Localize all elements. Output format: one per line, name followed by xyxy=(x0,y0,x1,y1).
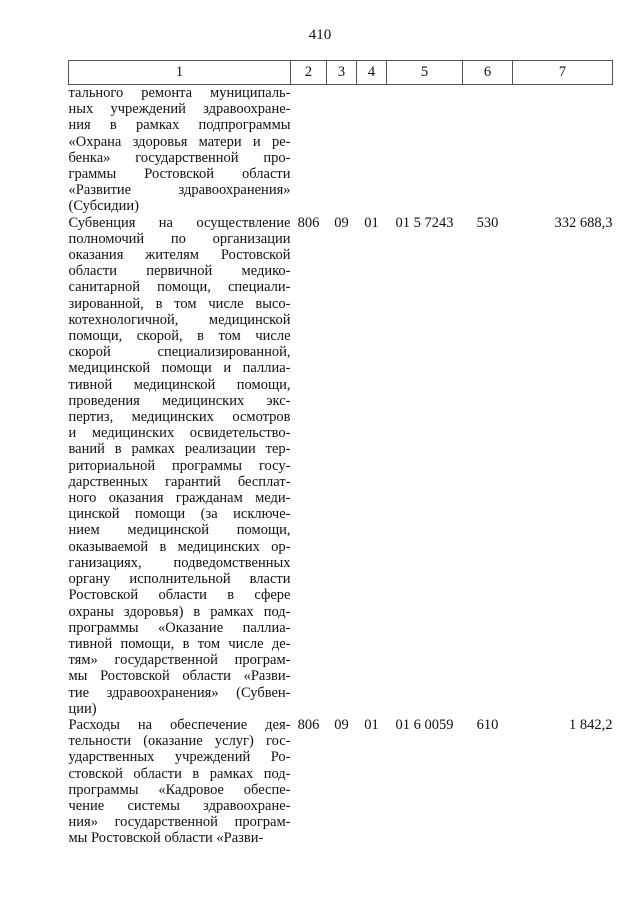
description-line: ния в рамках подпрограммы xyxy=(68,117,291,134)
expense-type-code xyxy=(463,85,513,215)
description-line: программы «Кадровое обеспе- xyxy=(68,781,291,798)
amount: 332 688,3 xyxy=(554,214,613,231)
description-line: котехнологичной, медицинской xyxy=(68,311,291,328)
description-line: цинской помощи (за исключе- xyxy=(68,506,291,523)
description-line: скорой специализированной, xyxy=(68,344,291,361)
description-line: проведения медицинских экс- xyxy=(68,392,291,409)
description-line: мы Ростовской области «Разви- xyxy=(68,668,291,685)
description-line: чение системы здравоохране- xyxy=(68,797,291,814)
amount xyxy=(513,85,613,215)
description-line: нием медицинской помощи, xyxy=(68,522,291,539)
table-row xyxy=(69,85,613,215)
table-row xyxy=(69,717,613,847)
description-line: ных учреждений здравоохране- xyxy=(68,101,291,118)
description-line: ного оказания гражданам меди- xyxy=(68,490,291,507)
description-line: оказания жителям Ростовской xyxy=(68,247,291,264)
column-header-4: 4 xyxy=(357,61,387,85)
description-line: стовской области в рамках под- xyxy=(68,765,291,782)
section-code: 09 xyxy=(334,214,349,231)
description-line: медицинской помощи и паллиа- xyxy=(68,360,291,377)
description-line: ции) xyxy=(68,700,97,717)
description-line: «Развитие здравоохранения» xyxy=(68,182,291,199)
column-header-1: 1 xyxy=(69,61,291,85)
budget-table xyxy=(68,60,613,847)
description-line: граммы Ростовской области xyxy=(68,166,291,183)
description-line: программы «Оказание паллиа- xyxy=(68,619,291,636)
target-article-code: 01 5 7243 xyxy=(395,214,454,231)
description-line: «Охрана здоровья матери и ре- xyxy=(68,133,291,150)
amount: 1 842,2 xyxy=(569,716,613,733)
description-line: пертиз, медицинских осмотров xyxy=(68,409,291,426)
description-line: помощи, скорой, в том числе xyxy=(68,328,291,345)
subsection-code: 01 xyxy=(364,716,379,733)
table-row xyxy=(69,215,613,717)
description-line: Ростовской области в сфере xyxy=(68,587,291,604)
target-article-code: 01 6 0059 xyxy=(395,716,454,733)
description-line: (Субсидии) xyxy=(68,198,139,215)
description-line: ния» государственной програм- xyxy=(68,814,291,831)
ministry-code xyxy=(291,85,327,215)
page-number: 410 xyxy=(308,27,332,43)
expense-type-code: 610 xyxy=(476,716,499,733)
description-line: ударственных учреждений Ро- xyxy=(68,749,291,766)
subsection-code xyxy=(357,85,387,215)
ministry-code: 806 xyxy=(297,214,320,231)
description-line: санитарной помощи, специали- xyxy=(68,279,291,296)
description-line: тивной помощи, в том числе де- xyxy=(68,635,291,652)
section-code: 09 xyxy=(334,716,349,733)
row-description xyxy=(69,215,291,717)
description-line: бенка» государственной про- xyxy=(68,149,291,166)
description-line: органу исполнительной власти xyxy=(68,571,291,588)
row-description xyxy=(69,717,291,847)
description-line: тие здравоохранения» (Субвен- xyxy=(68,684,291,701)
ministry-code: 806 xyxy=(297,716,320,733)
description-line: ганизациях, подведомственных xyxy=(68,554,291,571)
expense-type-code: 530 xyxy=(476,214,499,231)
description-line: тям» государственной програм- xyxy=(68,652,291,669)
description-line: дарственных гарантий бесплат- xyxy=(68,473,291,490)
column-header-5: 5 xyxy=(387,61,463,85)
subsection-code: 01 xyxy=(364,214,379,231)
description-line: тельности (оказание услуг) гос- xyxy=(68,733,291,750)
description-line: области первичной медико- xyxy=(68,263,291,280)
column-header-6: 6 xyxy=(463,61,513,85)
target-article-code xyxy=(387,85,463,215)
description-line: Субвенция на осуществление xyxy=(68,214,291,231)
description-line: ваний в рамках реализации тер- xyxy=(68,441,291,458)
description-line: охраны здоровья) в рамках под- xyxy=(68,603,291,620)
description-line: мы Ростовской области «Разви- xyxy=(68,830,264,847)
description-line: тивной медицинской помощи, xyxy=(68,376,291,393)
column-header-row xyxy=(69,61,613,85)
column-header-3: 3 xyxy=(327,61,357,85)
row-description xyxy=(69,85,291,215)
column-header-7: 7 xyxy=(513,61,613,85)
description-line: риториальной программы госу- xyxy=(68,457,291,474)
description-line: тального ремонта муниципаль- xyxy=(68,85,291,101)
column-header-2: 2 xyxy=(291,61,327,85)
description-line: и медицинских освидетельство- xyxy=(68,425,291,442)
description-line: зированной, в том числе высо- xyxy=(68,295,291,312)
section-code xyxy=(327,85,357,215)
description-line: Расходы на обеспечение дея- xyxy=(68,716,291,733)
description-line: оказываемой в медицинских ор- xyxy=(68,538,291,555)
description-line: полномочий по организации xyxy=(68,230,291,247)
